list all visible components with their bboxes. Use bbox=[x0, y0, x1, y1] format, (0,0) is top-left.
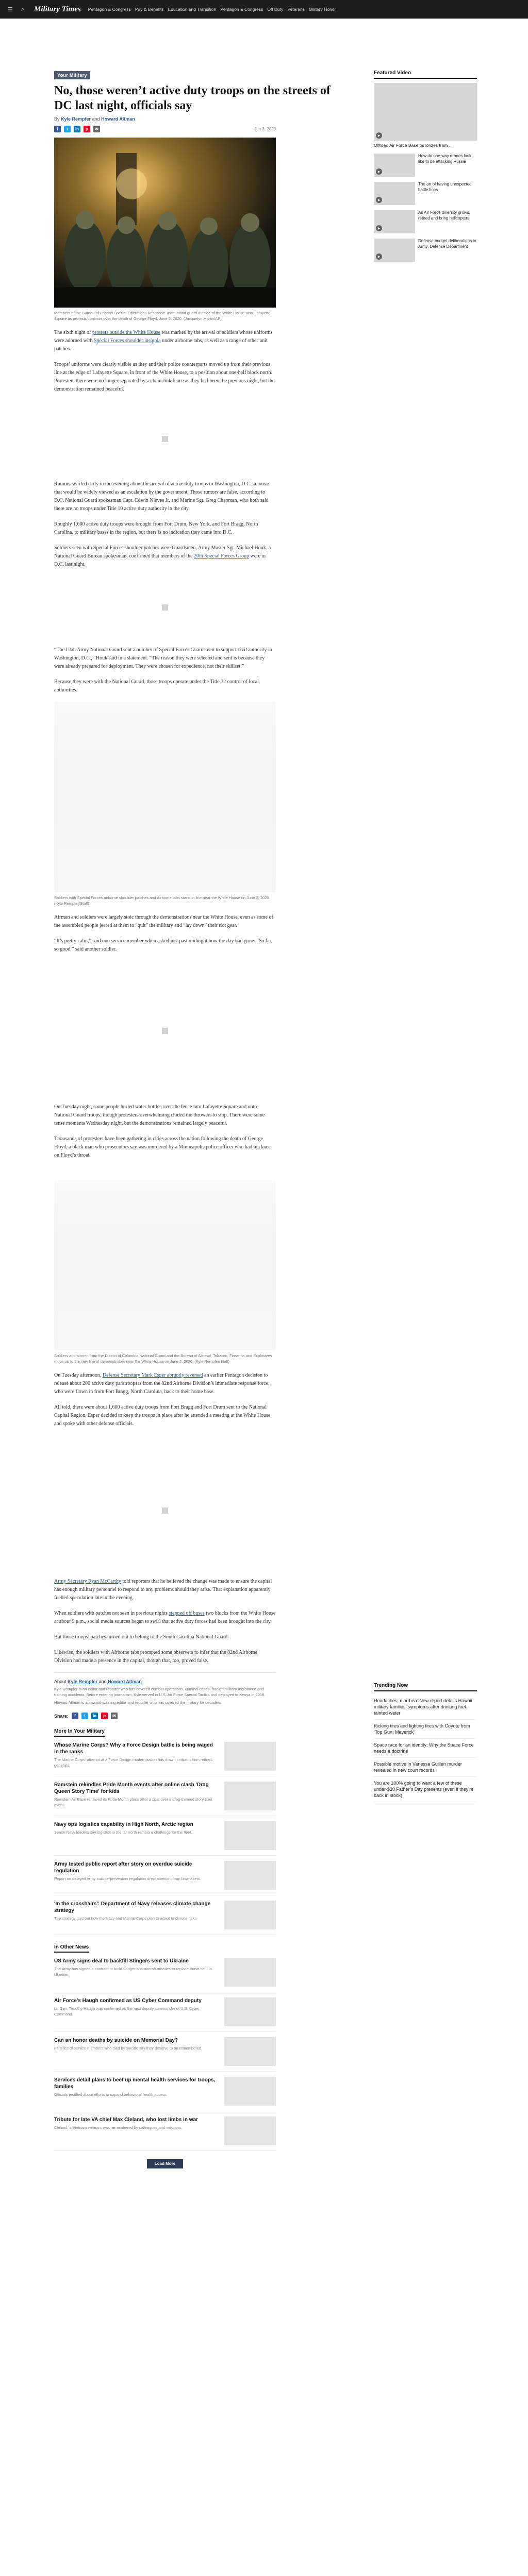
trending-item[interactable]: Possible motive in Vanessa Guillen murder revealed in new court records bbox=[374, 1758, 477, 1777]
related-title[interactable]: Services detail plans to beef up mental health services for troops, families bbox=[54, 2077, 216, 2090]
text-run: When soldiers with patches not seen in previous nights bbox=[54, 1611, 168, 1616]
text-run: The sixth night of bbox=[54, 330, 91, 335]
publish-date: Jun 3, 2020 bbox=[254, 127, 276, 131]
trending-item[interactable]: You are 100% going to want a few of these under-$20 Father’s Day presents (even if they’re back in stock) bbox=[374, 1777, 477, 1802]
about-label: About bbox=[54, 1679, 67, 1684]
paragraph bbox=[54, 1609, 276, 1626]
inline-link[interactable]: protests outside the White House bbox=[92, 330, 160, 335]
related-thumbnail[interactable] bbox=[224, 2037, 276, 2066]
nav-link[interactable]: Veterans bbox=[287, 7, 305, 12]
paragraph bbox=[54, 1578, 276, 1602]
facebook-icon[interactable]: f bbox=[72, 1713, 78, 1719]
ad-slot bbox=[54, 974, 276, 1088]
facebook-icon[interactable]: f bbox=[54, 126, 61, 132]
trending-item[interactable]: Space race for an identity: Why the Space Force needs a doctrine bbox=[374, 1739, 477, 1758]
list-item[interactable] bbox=[54, 1992, 276, 2032]
paragraph: Because they were with the National Guard, those troops operate under the Title 32 control of local authorities. bbox=[54, 679, 259, 693]
related-thumbnail[interactable] bbox=[224, 1861, 276, 1890]
nav-link[interactable]: Pentagon & Congress bbox=[88, 7, 131, 12]
byline bbox=[54, 116, 343, 122]
author-link[interactable]: Howard Altman bbox=[108, 1679, 142, 1684]
related-heading: More In Your Military bbox=[54, 1728, 105, 1737]
inline-link[interactable]: Army Secretary Ryan McCarthy bbox=[54, 1579, 121, 1584]
hero-image bbox=[54, 138, 276, 308]
related-thumbnail[interactable] bbox=[224, 1997, 276, 2026]
article-column bbox=[54, 70, 343, 2168]
paragraph: “The Utah Army National Guard sent a number of Special Forces Guardsmen to support civil authority in Washington, D.C.,” Houk said in a statement. “The reason they were selected and sent is because they were already prepared for deployment. They were chosen for expedience, not their skillset.” bbox=[54, 647, 272, 669]
list-item[interactable] bbox=[54, 1953, 276, 1992]
list-item[interactable] bbox=[54, 1895, 276, 1935]
inline-image bbox=[54, 1180, 276, 1350]
play-icon: ▶ bbox=[376, 197, 382, 203]
author-link[interactable]: Kyle Rempfer bbox=[68, 1679, 98, 1684]
related-desc: Officials testified about efforts to expand behavioral health access. bbox=[54, 2092, 168, 2097]
video-item[interactable] bbox=[374, 154, 477, 177]
related-thumbnail[interactable] bbox=[224, 1901, 276, 1929]
text-run: was marked by the arrival of soldiers whose uniforms were adorned with bbox=[54, 330, 273, 344]
play-icon: ▶ bbox=[376, 225, 382, 231]
related-title[interactable]: Air Force's Haugh confirmed as US Cyber Command deputy bbox=[54, 1998, 202, 2004]
list-item[interactable] bbox=[54, 1856, 276, 1895]
article-kicker[interactable]: Your Military bbox=[54, 71, 90, 79]
sidebar-heading: Featured Video bbox=[374, 70, 477, 79]
paragraph: But those troops’ patches turned out to belong to the South Carolina National Guard. bbox=[54, 1634, 229, 1640]
paragraph: Thousands of protesters have been gathering in cities across the nation following the death of George Floyd, a black man who prosecutors say was murdered by a Minneapolis police officer who had his knee on Floyd’s throat. bbox=[54, 1136, 271, 1158]
video-title[interactable]: As Air Force diversity grows, retired and bring helicopters bbox=[418, 210, 470, 221]
linkedin-icon[interactable]: in bbox=[91, 1713, 98, 1719]
paragraph: All told, there were about 1,600 active duty troops from Fort Bragg and Fort Drum sent to the National Capital Region. Esper decided to keep the troops in place after he attended a meeting at the White House and spoke with other defense officials. bbox=[54, 1404, 271, 1427]
inline-link[interactable]: 20th Special Forces Group bbox=[194, 553, 249, 559]
featured-video-sidebar bbox=[374, 70, 477, 262]
featured-video-caption[interactable]: Offroad Air Force Base terrorizes from ... bbox=[374, 143, 453, 148]
related-thumbnail[interactable] bbox=[224, 2077, 276, 2106]
related-thumbnail[interactable] bbox=[224, 1782, 276, 1810]
related-desc: Senior Navy leaders say logistics in the far north remain a challenge for the fleet. bbox=[54, 1830, 192, 1835]
load-more-wrap bbox=[54, 2159, 276, 2168]
byline-prefix: By bbox=[54, 116, 60, 122]
related-title[interactable]: US Army signs deal to backfill Stingers sent to Ukraine bbox=[54, 1958, 189, 1964]
related-desc: The Army has signed a contract to build Stinger anti-aircraft missiles to replace those sent to Ukraine. bbox=[54, 1967, 212, 1977]
paragraph: Roughly 1,600 active duty troops were brought from Fort Drum, New York, and Fort Bragg, North Carolina, to military bases in the region, but there is no indication they came into D.C. bbox=[54, 521, 258, 535]
video-thumbnail[interactable] bbox=[374, 210, 415, 233]
video-title[interactable]: Defense budget deliberations in Army, Defense Department bbox=[418, 239, 476, 249]
search-icon[interactable]: ⌕ bbox=[21, 6, 25, 12]
nav-link[interactable]: Off Duty bbox=[267, 7, 284, 12]
author-box-heading bbox=[54, 1679, 276, 1684]
share-meta-row bbox=[54, 126, 343, 132]
ad-placeholder-icon bbox=[162, 1028, 168, 1034]
paragraph bbox=[54, 544, 276, 569]
related-desc: The Marine Corps' attempt at a Force Design modernization has drawn criticism from retired generals. bbox=[54, 1757, 212, 1768]
trending-item[interactable]: Headaches, diarrhea: New report details Hawaii military families' symptoms after drinking fuel-tainted water bbox=[374, 1694, 477, 1720]
related-thumbnail[interactable] bbox=[224, 1821, 276, 1850]
ad-slot bbox=[54, 418, 276, 460]
text-run: under airborne tabs, as well as a range of other unit patches. bbox=[54, 338, 268, 352]
related-thumbnail[interactable] bbox=[224, 2116, 276, 2145]
nav-link[interactable]: Pentagon & Congress bbox=[220, 7, 263, 12]
video-title[interactable]: How do one-way drones look like to be attacking Russia bbox=[418, 154, 472, 164]
share-bar bbox=[54, 1713, 343, 1719]
ad-placeholder-icon bbox=[162, 1507, 168, 1514]
ad-slot bbox=[54, 584, 276, 631]
trending-heading: Trending Now bbox=[374, 1683, 477, 1691]
inline-link[interactable]: stepped off buses bbox=[169, 1611, 205, 1616]
inline-link[interactable]: Special Forces shoulder insignia bbox=[93, 338, 161, 344]
list-item[interactable] bbox=[54, 1816, 276, 1856]
author-bio: Kyle Rempfer is an editor and reporter who has covered combat operations, criminal cases, foreign military assistance and training accidents. Before entering journalism, Kyle served in U.S. Air Force Special Tactics and deployed to Kenya in 2018. bbox=[54, 1687, 266, 1697]
play-icon[interactable]: ▶ bbox=[376, 132, 382, 139]
list-item[interactable] bbox=[54, 1737, 276, 1776]
and-label: and bbox=[98, 1679, 107, 1684]
related-title[interactable]: Navy ops logistics capability in High North, Arctic region bbox=[54, 1822, 193, 1827]
video-item[interactable] bbox=[374, 182, 477, 205]
list-item[interactable] bbox=[54, 2111, 276, 2151]
play-icon: ▶ bbox=[376, 253, 382, 260]
menu-icon[interactable]: ☰ bbox=[8, 6, 13, 13]
video-title[interactable]: The art of having unexpected battle lines bbox=[418, 182, 472, 192]
related-desc: Ramstein Air Base renewed its Pride Month plans after a spat over a drag-themed story time event. bbox=[54, 1797, 212, 1807]
text-run: an earlier Pentagon decision to release about 200 active duty paratroopers from the 82nd Airborne Division’s immediate response force, who were flown in from Fort Bragg, North Carolina, back to their home base. bbox=[54, 1372, 270, 1395]
twitter-icon[interactable]: t bbox=[64, 126, 71, 132]
image-caption: Soldiers with Special Forces airborne shoulder patches and Airborne tabs stand in line near the White House on June 2, 2020. (Kyle Rempfer/Staff) bbox=[54, 895, 270, 906]
related-title[interactable]: Army tested public report after story on overdue suicide regulation bbox=[54, 1861, 192, 1874]
paragraph: Troops’ uniforms were clearly visible as they and their police counterparts moved up from their previous line at the edge of Lafayette Square, in front of the White House, to a position about one-half block north. Protesters there were no longer separated by a chain-link fence as they had been the previous night, but the demonstration remained peaceful. bbox=[54, 362, 275, 392]
top-nav-bar bbox=[0, 0, 528, 19]
author-link[interactable]: Howard Altman bbox=[101, 116, 135, 122]
paragraph: “It’s pretty calm,” said one service member when asked just past midnight how the day had gone. “So far, so good,” said another soldier. bbox=[54, 938, 273, 952]
article-title: No, those weren’t active duty troops on the streets of DC last night, officials say bbox=[54, 84, 331, 112]
paragraph: Rumors swirled early in the evening about the arrival of active duty troops to Washington, D.C., a move that would be widely viewed as an escalation by the government. Those rumors are false, according to D.C. National Guard spokesman Capt. Edwin Nieves Jr. and Marine Sgt. Greg Chapman, who both said there are no troops under Title 10 active duty authority in the city. bbox=[54, 481, 269, 512]
related-title[interactable]: Whose Marine Corps? Why a Force Design battle is being waged in the ranks bbox=[54, 1742, 213, 1755]
author-box bbox=[54, 1672, 276, 1705]
nav-link[interactable]: Education and Transition bbox=[168, 7, 217, 12]
trending-item[interactable]: Kicking tires and lighting fires with Coyote from ‘Top Gun: Maverick’ bbox=[374, 1720, 477, 1739]
list-item[interactable] bbox=[54, 2032, 276, 2072]
hero-caption: Members of the Bureau of Prisons Special Operations Response Team stand guard outside of the White House near Lafayette Square as protests continue over the death of George Floyd, June 2, 2020. (Jacquelyn Martin/AP) bbox=[54, 311, 271, 321]
list-item[interactable] bbox=[54, 2072, 276, 2111]
video-thumbnail[interactable] bbox=[374, 182, 415, 205]
related-heading: In Other News bbox=[54, 1944, 89, 1953]
related-title[interactable]: Can an honor deaths by suicide on Memorial Day? bbox=[54, 2038, 178, 2043]
related-thumbnail[interactable] bbox=[224, 1958, 276, 1987]
ad-slot bbox=[54, 1459, 276, 1562]
related-desc: The strategy lays out how the Navy and Marine Corps plan to adapt to climate risks. bbox=[54, 1916, 198, 1921]
author-bio: Howard Altman is an award-winning editor and reporter who has covered the military for decades. bbox=[54, 1700, 221, 1705]
video-item[interactable] bbox=[374, 210, 477, 233]
featured-video-player[interactable] bbox=[374, 83, 477, 141]
pinterest-icon[interactable]: p bbox=[84, 126, 90, 132]
related-title[interactable]: 'In the crosshairs': Department of Navy releases climate change strategy bbox=[54, 1901, 211, 1913]
text-run: told reporters that he believed the change was made to ensure the capital has enough military personnel to respond to any problems should they arise. That explanation apparently fuelled speculation late in the evening. bbox=[54, 1579, 272, 1601]
related-thumbnail[interactable] bbox=[224, 1742, 276, 1771]
text-run: On Tuesday afternoon, bbox=[54, 1372, 102, 1378]
nav-link[interactable]: Military Honor bbox=[308, 7, 336, 12]
paragraph: Airmen and soldiers were largely stoic through the demonstrations near the White House, even as some of the assembled people jeered at them to “quit” the military and “lay down” their riot gear. bbox=[54, 914, 273, 928]
ad-placeholder-icon bbox=[162, 604, 168, 611]
paragraph: Likewise, the soldiers with Airborne tabs prompted some observers to infer that the 82nd Airborne Division had made a presence in the capital, though that, too, proved false. bbox=[54, 1650, 258, 1664]
author-link[interactable]: Kyle Rempfer bbox=[61, 116, 91, 122]
nav-links bbox=[88, 7, 336, 12]
related-list bbox=[54, 1737, 343, 1935]
paragraph: On Tuesday night, some people hurled water bottles over the fence into Lafayette Square and onto National Guard troops, though protesters overwhelming chided the throwers to stop. There were some tense moments Wednesday night, but the demonstrations remained largely peaceful. bbox=[54, 1104, 265, 1126]
text-run: Soldiers seen with Special Forces shoulder patches were Guardsmen, Army Master Sgt. Michael Houk, a National Guard Bureau spokesman, confirmed that members of the bbox=[54, 545, 271, 559]
related-title[interactable]: Tribute for late VA chief Max Cleland, who lost limbs in war bbox=[54, 2117, 198, 2123]
site-logo[interactable]: Military Times bbox=[34, 5, 81, 13]
list-item[interactable] bbox=[54, 1776, 276, 1816]
load-more-button[interactable]: Load More bbox=[147, 2159, 183, 2168]
related-desc: Lt. Gen. Timothy Haugh was confirmed as the next deputy commander of U.S. Cyber Command. bbox=[54, 2006, 200, 2016]
related-desc: Cleland, a Vietnam veteran, was remembered by colleagues and veterans. bbox=[54, 2125, 182, 2130]
twitter-icon[interactable]: t bbox=[81, 1713, 88, 1719]
page-wrapper bbox=[0, 19, 528, 2576]
related-desc: Report on delayed Army suicide-prevention regulation drew attention from lawmakers. bbox=[54, 1876, 201, 1881]
paragraph bbox=[54, 329, 276, 353]
text-run: were in D.C. last night. bbox=[54, 553, 266, 567]
inline-link[interactable]: Defense Secretary Mark Esper abruptly reversed bbox=[102, 1372, 203, 1378]
email-icon[interactable]: ✉ bbox=[111, 1713, 118, 1719]
related-desc: Families of service members who died by suicide say they deserve to be remembered. bbox=[54, 2046, 203, 2050]
video-item[interactable] bbox=[374, 239, 477, 262]
share-label: Share: bbox=[54, 1713, 69, 1719]
play-icon: ▶ bbox=[376, 168, 382, 175]
hero-photo-illustration bbox=[54, 138, 276, 308]
email-icon[interactable]: ✉ bbox=[93, 126, 100, 132]
nav-link[interactable]: Pay & Benefits bbox=[135, 7, 164, 12]
paragraph bbox=[54, 1371, 276, 1396]
inline-image bbox=[54, 702, 276, 892]
trending-sidebar bbox=[374, 1683, 477, 1802]
video-thumbnail[interactable] bbox=[374, 239, 415, 262]
ad-placeholder-icon bbox=[162, 436, 168, 442]
pinterest-icon[interactable]: p bbox=[101, 1713, 108, 1719]
byline-and: and bbox=[92, 116, 100, 122]
linkedin-icon[interactable]: in bbox=[74, 126, 80, 132]
image-caption: Soldiers and airmen from the District of Columbia National Guard and the Bureau of Alcohol, Tobacco, Firearms and Explosives move up to the new line of demonstrators near the White House on June 2, 2020. (Kyle Rempfer/Staff) bbox=[54, 1353, 272, 1364]
text-run: two blocks from the White House at about 9 p.m., social media sources began to swirl that active duty forces had been brought into the city. bbox=[54, 1611, 276, 1624]
related-title[interactable]: Ramstein rekindles Pride Month events after online clash 'Drag Queen Story Time' for kids bbox=[54, 1782, 209, 1794]
video-thumbnail[interactable] bbox=[374, 154, 415, 177]
related-list bbox=[54, 1953, 343, 2151]
